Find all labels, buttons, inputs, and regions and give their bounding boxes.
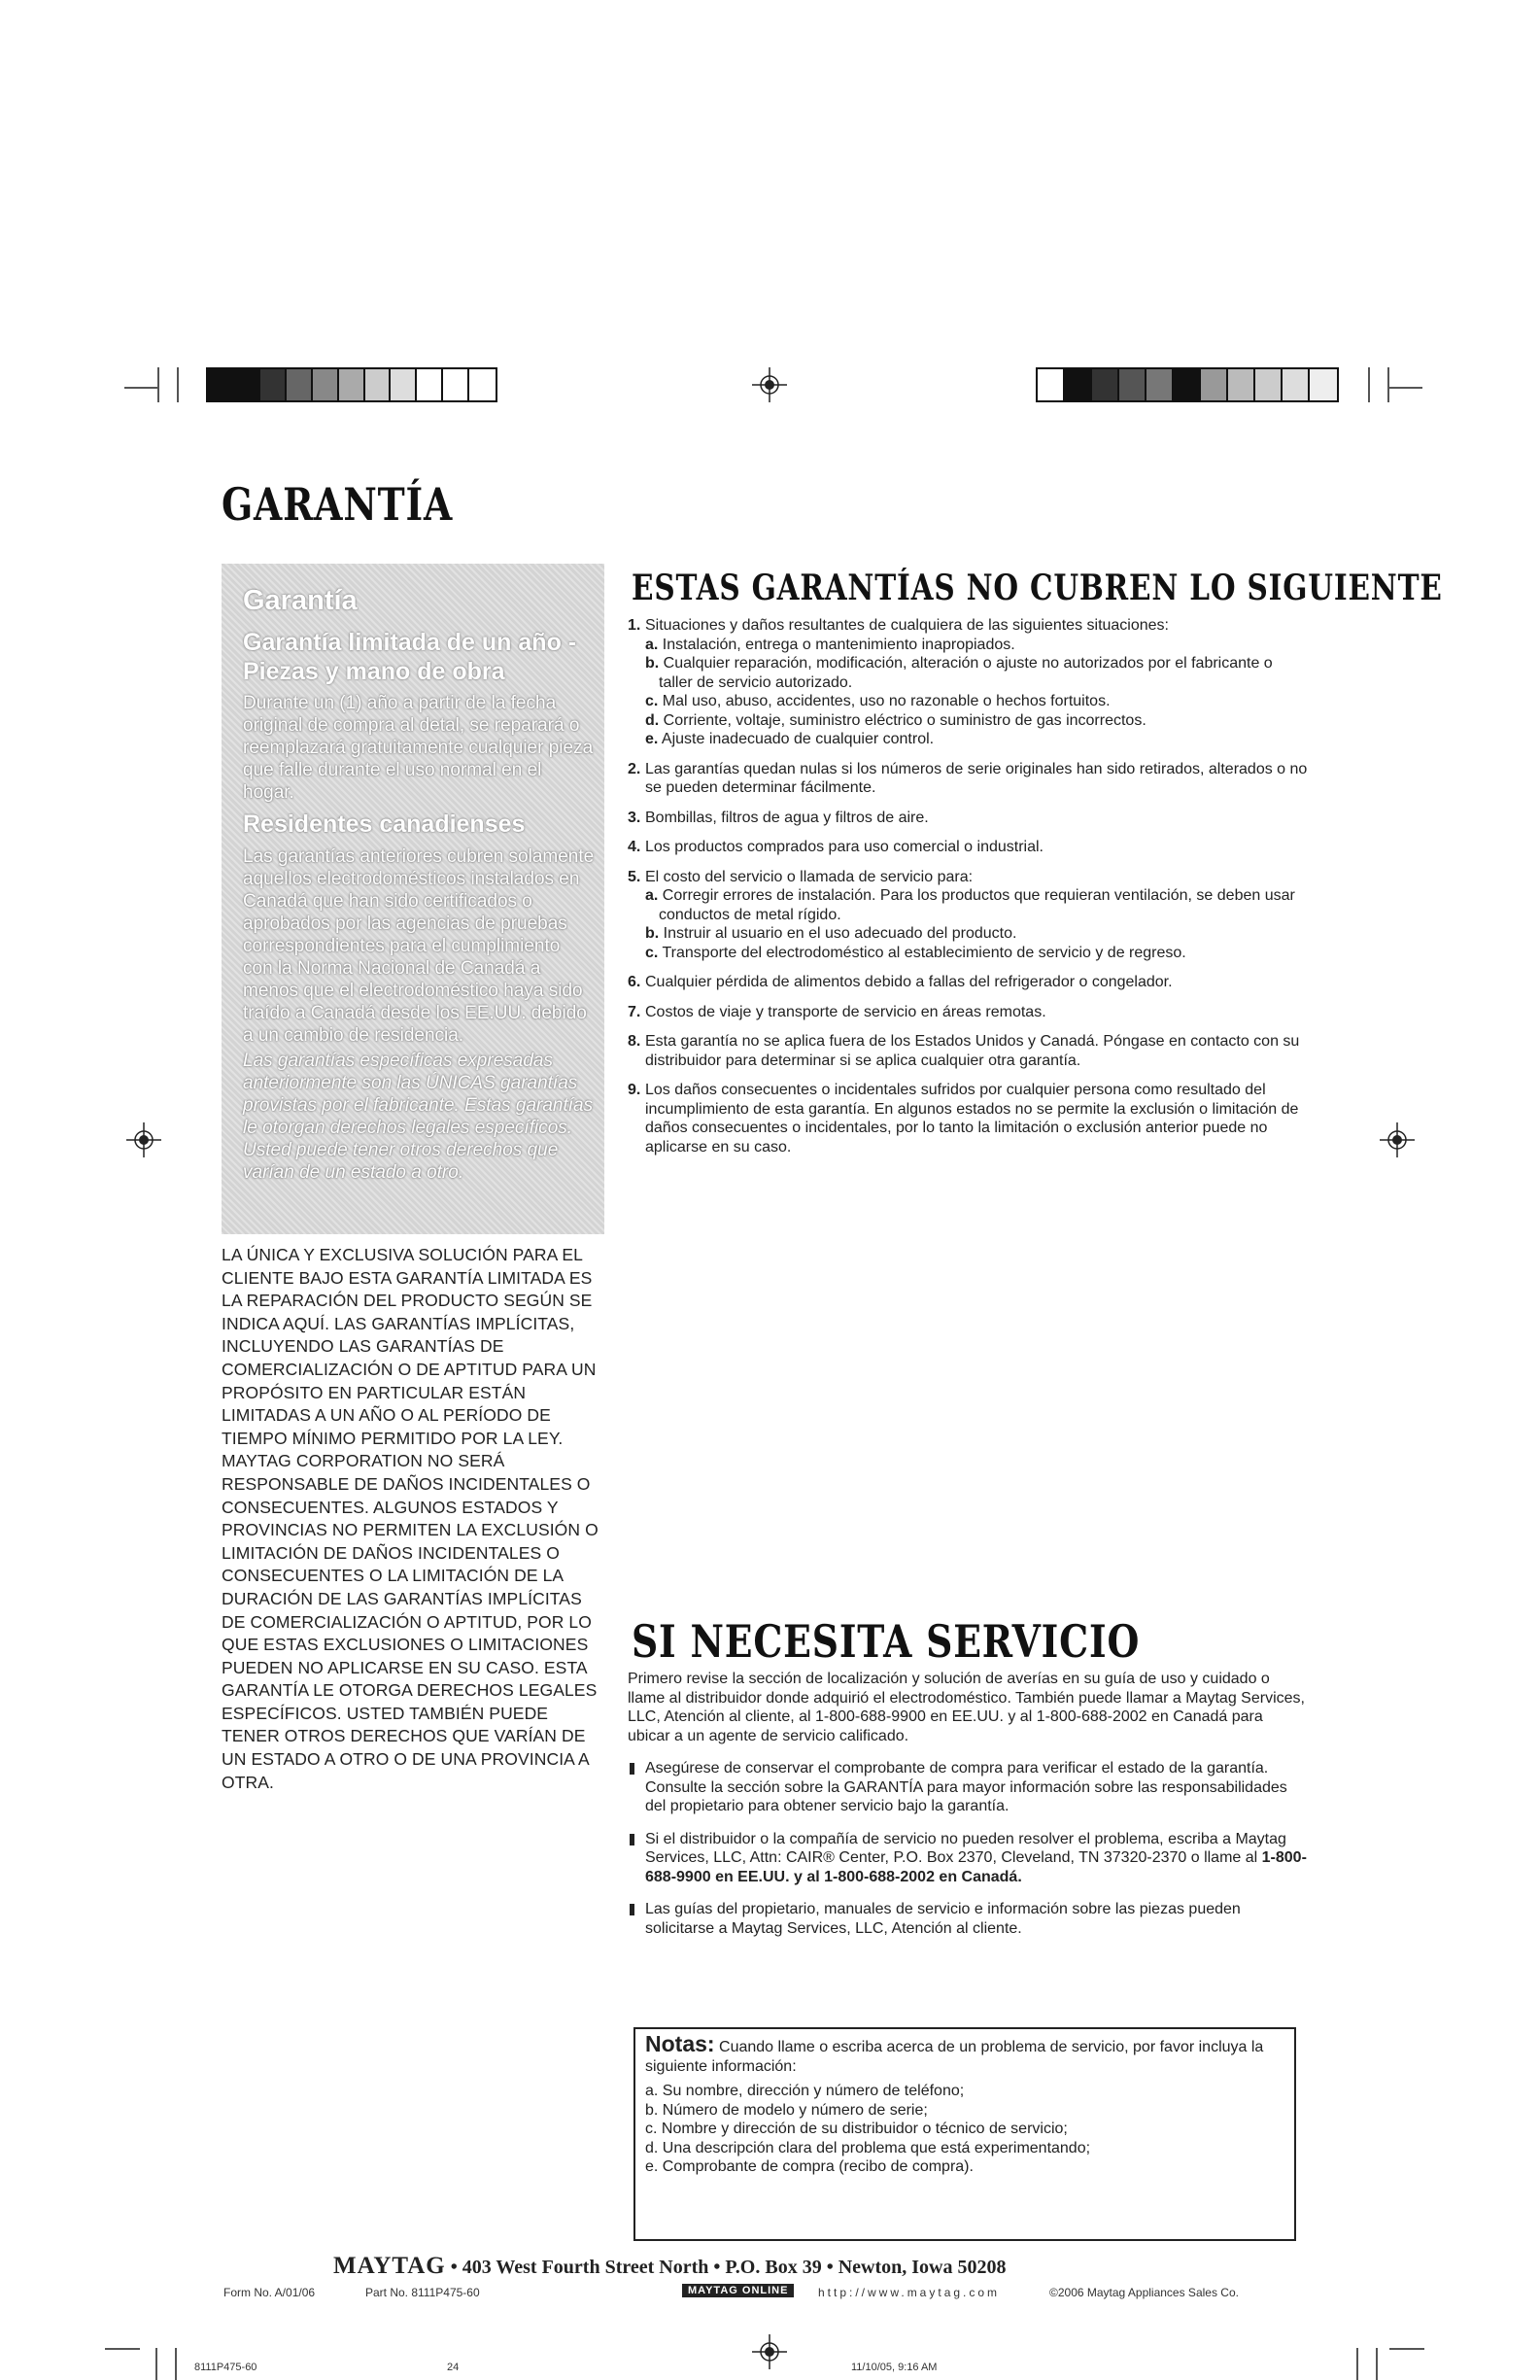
exclusion-text: Costos de viaje y transporte de servicio en áreas remotas. xyxy=(645,1003,1046,1020)
subitem-letter: a. xyxy=(645,887,659,904)
exclusion-item xyxy=(628,973,1308,992)
exclusion-subitem xyxy=(645,886,1308,924)
footer-address-line xyxy=(333,2253,1295,2280)
list-item: b. Número de modelo y número de serie; xyxy=(645,2101,928,2119)
form-number: Form No. A/01/06 xyxy=(223,2286,316,2299)
footer-address: • 403 West Fourth Street North • P.O. Box 39 • Newton, Iowa 50208 xyxy=(450,2257,1007,2278)
subitem-text: Corregir errores de instalación. Para los productos que requieran ventilación, se deben usar conductos de metal rígido. xyxy=(659,887,1295,923)
service-bullets xyxy=(628,1759,1308,1938)
exclusion-text: Bombillas, filtros de agua y filtros de aire. xyxy=(645,809,929,826)
exclusion-subitem xyxy=(645,692,1308,711)
exclusion-text: Situaciones y daños resultantes de cualquiera de las siguientes situaciones: xyxy=(645,617,1169,634)
bullet-phone-bold: 1-800-688-9900 en EE.UU. y al 1-800-688-2002 en Canadá. xyxy=(645,1849,1307,1885)
list-item xyxy=(628,1830,1308,1887)
registration-mark-icon xyxy=(126,1122,161,1157)
part-number: Part No. 8111P475-60 xyxy=(365,2286,480,2299)
copyright: ©2006 Maytag Appliances Sales Co. xyxy=(1049,2286,1239,2299)
specific-warranties-text xyxy=(243,1050,595,1184)
list-item: d. Una descripción clara del problema que está experimentando; xyxy=(645,2139,1091,2156)
exclusion-subitem xyxy=(645,711,1308,731)
service-section xyxy=(628,1670,1308,1951)
exclusion-subitem xyxy=(645,944,1308,963)
subitem-letter: c. xyxy=(645,944,659,961)
subitem-text: Corriente, voltaje, suministro eléctrico o suministro de gas incorrectos. xyxy=(663,711,1146,729)
subitem-letter: d. xyxy=(645,711,660,729)
exclusion-text: El costo del servicio o llamada de servicio para: xyxy=(645,868,974,885)
exclusion-number: 1. xyxy=(628,617,641,634)
list-item: Asegúrese de conservar el comprobante de compra para verificar el estado de la garantía. Consulte la sección sobre la GARANTÍA para mayor información sobre las responsabilidades del propietario para obtener servicio bajo la garantía. xyxy=(628,1759,1308,1816)
exclusion-text: Cualquier pérdida de alimentos debido a fallas del refrigerador o congelador. xyxy=(645,974,1173,990)
color-bar-right xyxy=(1036,367,1339,402)
exclusions-list xyxy=(628,616,1308,1156)
registration-mark-icon xyxy=(1380,1122,1415,1157)
exclusion-text: Los productos comprados para uso comercial o industrial. xyxy=(645,839,1044,855)
limitation-text: LA ÚNICA Y EXCLUSIVA SOLUCIÓN PARA EL CLIENTE BAJO ESTA GARANTÍA LIMITADA ES LA REPARACIÓN DEL PRODUCTO SEGÚN SE INDICA AQUÍ. LAS GARANTÍAS IMPLÍCITAS, INCLUYENDO LAS GARANTÍAS DE COMERCIALIZACIÓN O DE APTITUD PARA UN PROPÓSITO EN PARTICULAR ESTÁN LIMITADAS A UN AÑO O AL PERÍODO DE TIEMPO MÍNIMO PERMITIDO POR LA LEY. MAYTAG CORPORATION NO SERÁ RESPONSABLE DE DAÑOS INCIDENTALES O CONSECUENTES. ALGUNOS ESTADOS Y PROVINCIAS NO PERMITEN LA EXCLUSIÓN O LIMITACIÓN DE DAÑOS INCIDENTALES O CONSECUENTES O LA LIMITACIÓN DE LA DURACIÓN DE LAS GARANTÍAS IMPLÍCITAS DE COMERCIALIZACIÓN O APTITUD, POR LO QUE ESTAS EXCLUSIONES O LIMITACIONES PUEDEN NO APLICARSE EN SU CASO. ESTA GARANTÍA LE OTORGA DERECHOS LEGALES ESPECÍFICOS. USTED TAMBIÉN PUEDE TENER OTROS DERECHOS QUE VARÍAN DE UN ESTADO A OTRO O DE UNA PROVINCIA A OTRA. xyxy=(222,1245,599,1792)
color-bar-left xyxy=(206,367,497,402)
subitem-text: Instruir al usuario en el uso adecuado del producto. xyxy=(663,925,1017,942)
subitem-letter: a. xyxy=(645,636,659,653)
page-title: GARANTÍA xyxy=(222,478,454,531)
warranty-box-title: Garantía xyxy=(243,585,358,616)
exclusion-number: 5. xyxy=(628,868,641,885)
slug-part-number: 8111P475-60 xyxy=(194,2362,257,2373)
registration-mark-icon xyxy=(752,2334,787,2369)
slug-timestamp: 11/10/05, 9:16 AM xyxy=(851,2362,938,2373)
subitem-text: Mal uso, abuso, accidentes, uso no razonable o hechos fortuitos. xyxy=(662,693,1111,709)
exclusion-text: Las garantías quedan nulas si los números de serie originales han sido retirados, alterados o no se pueden determinar fácilmente. xyxy=(645,760,1308,796)
subitem-text: Cualquier reparación, modificación, alteración o ajuste no autorizados por el fabricante o taller de servicio autorizado. xyxy=(659,655,1273,691)
subitem-letter: b. xyxy=(645,655,660,672)
service-heading: SI NECESITA SERVICIO xyxy=(632,1615,1141,1668)
exclusion-subitem xyxy=(645,654,1308,692)
exclusion-number: 2. xyxy=(628,760,641,777)
notes-text: Cuando llame o escriba acerca de un problema de servicio, por favor incluya la siguiente información: xyxy=(645,2039,1264,2075)
subitem-text: Instalación, entrega o mantenimiento inapropiados. xyxy=(662,636,1015,653)
exclusion-item xyxy=(628,1003,1308,1022)
exclusion-subitem xyxy=(645,730,1308,749)
specific-warranties-italic: Las garantías específicas expresadas anteriormente son las ÚNICAS garantías provistas por el fabricante. Estas garantías le otorgan derechos legales específicos. Usted puede tener otros derechos que varían de un estado a otro. xyxy=(243,1051,594,1183)
canadian-residents-text: Las garantías anteriores cubren solamente aquellos electrodomésticos instalados en Canadá que han sido certificados o aprobados por las agencias de pruebas correspondientes para el cumplimiento con la Norma Nacional de Canadá a menos que el electrodoméstico haya sido traído a Canadá desde los EE.UU. debido a un cambio de residencia. xyxy=(243,846,595,1046)
warranty-box xyxy=(222,564,604,1234)
exclusion-text: Los daños consecuentes o incidentales sufridos por cualquier persona como resultado del incumplimiento de esta garantía. En algunos estados no se permite la exclusión o limitación de daños consecuentes o incidentales, por lo tanto la limitación o exclusión anterior puede no aplicarse en su caso. xyxy=(645,1082,1299,1156)
warranty-box-subtitle: Garantía limitada de un año - Piezas y mano de obra xyxy=(243,629,577,685)
exclusion-number: 8. xyxy=(628,1033,641,1050)
subitem-text: Ajuste inadecuado de cualquier control. xyxy=(661,731,935,747)
warranty-intro: Durante un (1) año a partir de la fecha original de compra al detal, se reparará o reemplazará gratuitamente cualquier pieza que falle durante el uso normal en el hogar. xyxy=(243,693,594,803)
bullet-text: Si el distribuidor o la compañía de servicio no pueden resolver el problema, escriba a Maytag Services, LLC, Attn: CAIR® Center, P.O. Box 2370, Cleveland, TN 37320-2370 o llame al xyxy=(645,1830,1286,1866)
notes-items xyxy=(645,2082,1284,2177)
list-item: c. Nombre y dirección de su distribuidor o técnico de servicio; xyxy=(645,2121,1068,2137)
exclusion-item xyxy=(628,1032,1308,1070)
list-item: a. Su nombre, dirección y número de teléfono; xyxy=(645,2083,965,2099)
exclusion-subitem xyxy=(645,636,1308,655)
service-intro: Primero revise la sección de localización y solución de averías en su guía de uso y cuidado o llame al distribuidor donde adquirió el electrodoméstico. También puede llamar a Maytag Services, LLC, Atención al cliente, al 1-800-688-9900 en EE.UU. y al 1-800-688-2002 en Canadá para ubicar a un agente de servicio calificado. xyxy=(628,1671,1305,1744)
exclusion-number: 3. xyxy=(628,809,641,826)
maytag-online-logo: MAYTAG ONLINE xyxy=(682,2284,794,2297)
exclusion-text: Esta garantía no se aplica fuera de los Estados Unidos y Canadá. Póngase en contacto con su distribuidor para determinar si se aplica cualquier otra garantía. xyxy=(645,1033,1300,1069)
exclusion-item xyxy=(628,868,1308,963)
website-url[interactable]: http://www.maytag.com xyxy=(818,2286,1001,2299)
exclusion-subitem xyxy=(645,924,1308,944)
registration-mark-icon xyxy=(752,367,787,402)
exclusion-number: 6. xyxy=(628,974,641,990)
exclusion-sublist xyxy=(645,886,1308,962)
subitem-text: Transporte del electrodoméstico al establecimiento de servicio y de regreso. xyxy=(662,944,1186,961)
list-item: e. Comprobante de compra (recibo de compra). xyxy=(645,2158,974,2175)
brand-name: MAYTAG xyxy=(333,2253,446,2279)
subitem-letter: c. xyxy=(645,693,659,709)
slug-page-number: 24 xyxy=(447,2362,460,2373)
list-item: Las guías del propietario, manuales de servicio e información sobre las piezas pueden solicitarse a Maytag Services, LLC, Atención al cliente. xyxy=(628,1900,1308,1938)
exclusions-heading: ESTAS GARANTÍAS NO CUBREN LO SIGUIENTE xyxy=(632,568,1443,608)
exclusion-number: 9. xyxy=(628,1082,641,1098)
exclusion-item xyxy=(628,760,1308,798)
exclusion-number: 4. xyxy=(628,839,641,855)
notes-box xyxy=(633,2027,1296,2241)
exclusions-list-wrap xyxy=(628,616,1308,1167)
canadian-residents-title: Residentes canadienses xyxy=(243,811,526,838)
subitem-letter: e. xyxy=(645,731,659,747)
exclusion-item xyxy=(628,616,1308,749)
exclusion-item xyxy=(628,1081,1308,1156)
subitem-letter: b. xyxy=(645,925,660,942)
notes-label: Notas: xyxy=(645,2031,715,2056)
exclusion-item xyxy=(628,809,1308,828)
exclusion-sublist xyxy=(645,636,1308,749)
exclusion-number: 7. xyxy=(628,1003,641,1020)
exclusion-item xyxy=(628,838,1308,857)
